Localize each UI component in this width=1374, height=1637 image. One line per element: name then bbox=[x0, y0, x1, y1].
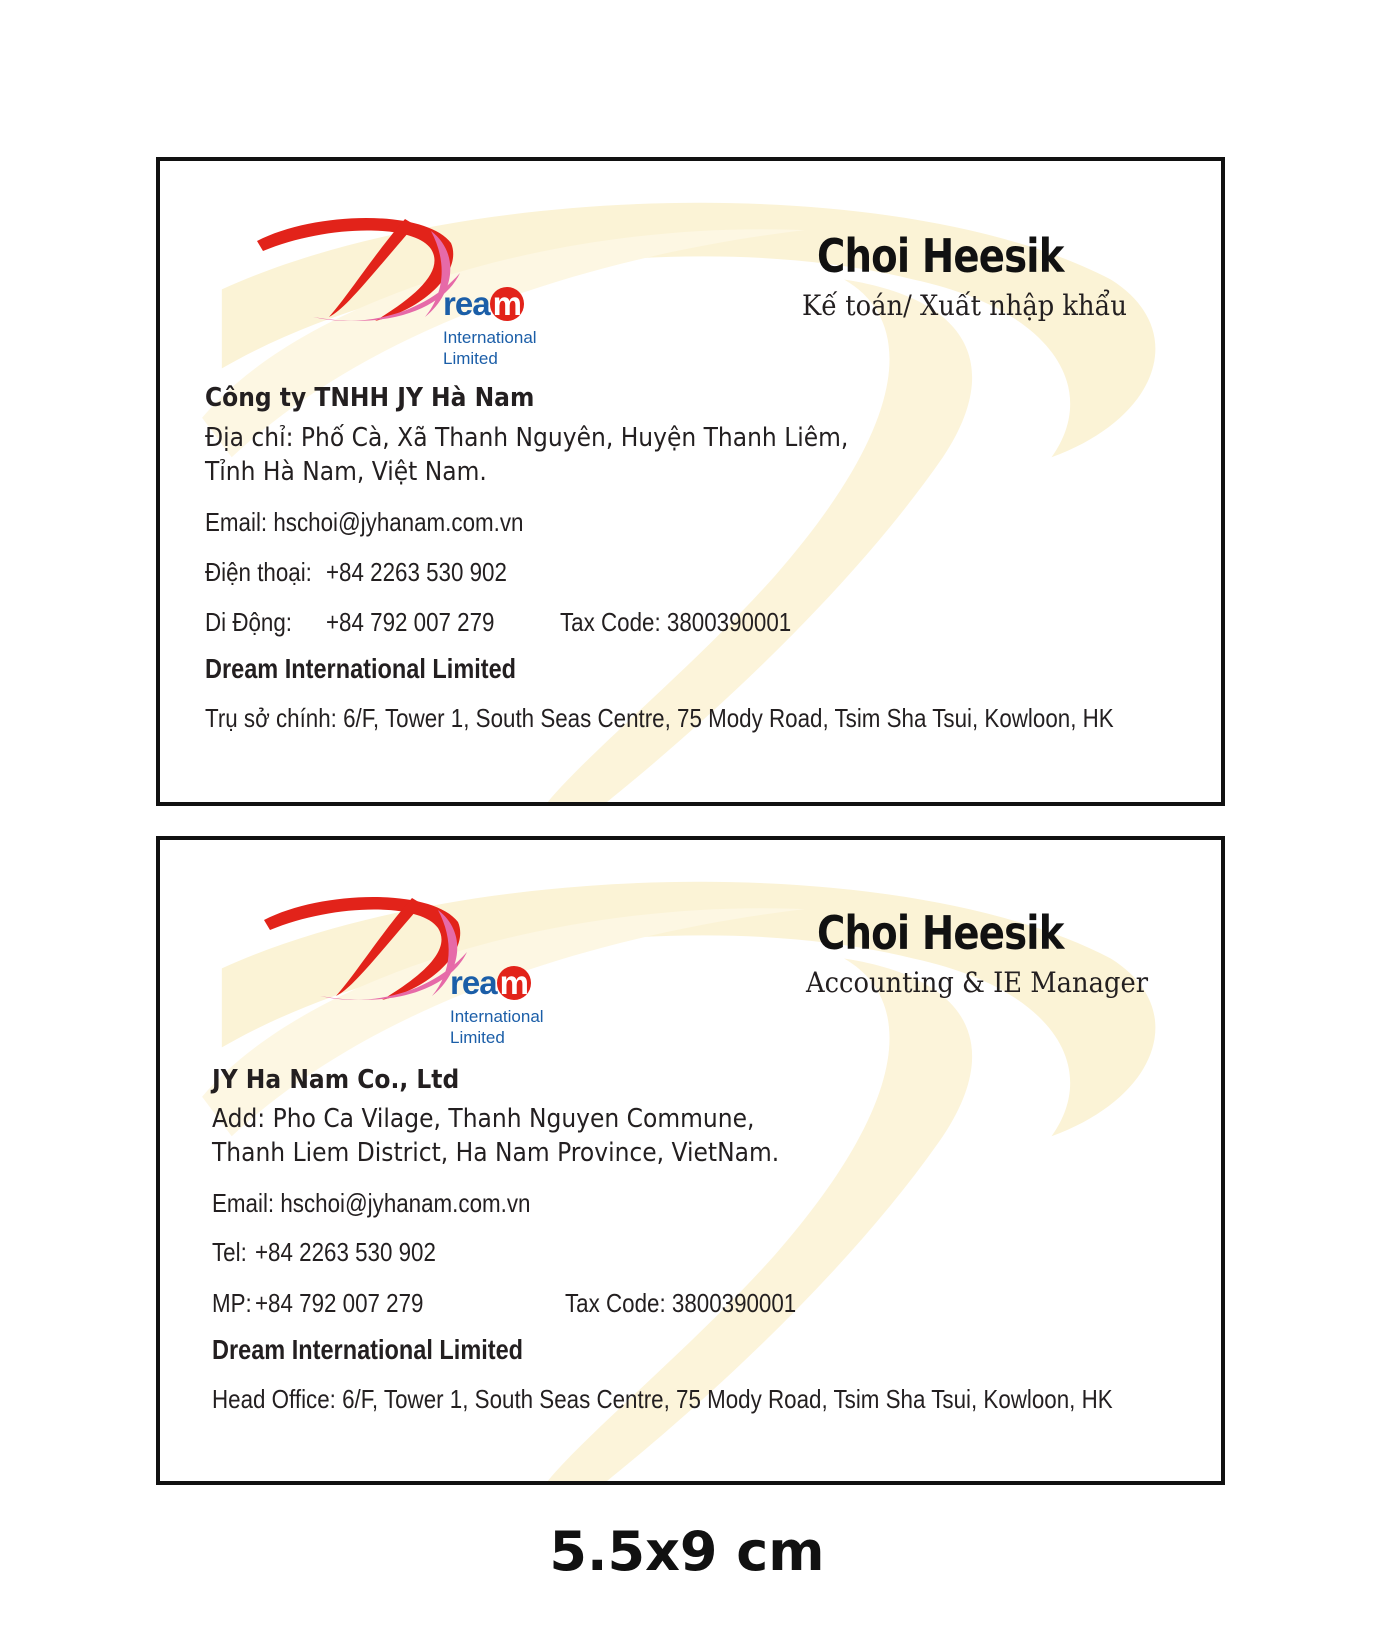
logo-wordmark: ream bbox=[450, 964, 531, 1002]
address-line-2: Tỉnh Hà Nam, Việt Nam. bbox=[205, 457, 487, 487]
dream-d-swoosh-icon bbox=[262, 892, 472, 1012]
dream-logo bbox=[262, 892, 572, 1052]
person-name: Choi Heesik bbox=[817, 229, 1064, 283]
mobile-label: Di Động: bbox=[205, 607, 292, 637]
business-card-english bbox=[156, 836, 1225, 1485]
company-name: JY Ha Nam Co., Ltd bbox=[212, 1065, 460, 1095]
job-title: Accounting & IE Manager bbox=[806, 966, 1149, 999]
mobile-label: MP: bbox=[212, 1288, 252, 1318]
logo-subtitle-limited: Limited bbox=[443, 349, 498, 368]
business-card-vietnamese bbox=[156, 157, 1225, 806]
person-name: Choi Heesik bbox=[817, 906, 1064, 960]
email: Email: hschoi@jyhanam.com.vn bbox=[205, 507, 524, 537]
head-office-address: Trụ sở chính: 6/F, Tower 1, South Seas Centre, 75 Mody Road, Tsim Sha Tsui, Kowloon, HK bbox=[205, 703, 1114, 733]
logo-subtitle-international: International bbox=[443, 328, 537, 347]
address-line-1: Địa chỉ: Phố Cà, Xã Thanh Nguyên, Huyện Thanh Liêm, bbox=[205, 423, 849, 453]
address-line-2: Thanh Liem District, Ha Nam Province, VietNam. bbox=[212, 1138, 780, 1168]
logo-wordmark: ream bbox=[443, 285, 524, 323]
card-size-label: 5.5x9 cm bbox=[549, 1520, 825, 1583]
mobile-number: +84 792 007 279 bbox=[255, 1288, 424, 1318]
email: Email: hschoi@jyhanam.com.vn bbox=[212, 1188, 531, 1218]
logo-subtitle-limited: Limited bbox=[450, 1028, 505, 1047]
tax-code: Tax Code: 3800390001 bbox=[560, 607, 792, 637]
brand-name: Dream International Limited bbox=[212, 1334, 524, 1365]
dream-logo bbox=[255, 213, 565, 373]
head-office-address: Head Office: 6/F, Tower 1, South Seas Centre, 75 Mody Road, Tsim Sha Tsui, Kowloon, HK bbox=[212, 1384, 1113, 1414]
brand-name: Dream International Limited bbox=[205, 653, 517, 684]
phone-number: +84 2263 530 902 bbox=[255, 1237, 436, 1267]
job-title: Kế toán/ Xuất nhập khẩu bbox=[802, 289, 1128, 322]
logo-subtitle-international: International bbox=[450, 1007, 544, 1026]
tax-code: Tax Code: 3800390001 bbox=[565, 1288, 797, 1318]
phone-label: Tel: bbox=[212, 1237, 247, 1267]
phone-number: +84 2263 530 902 bbox=[326, 557, 507, 587]
phone-label: Điện thoại: bbox=[205, 557, 312, 587]
mobile-number: +84 792 007 279 bbox=[326, 607, 495, 637]
company-name: Công ty TNHH JY Hà Nam bbox=[205, 383, 535, 413]
dream-d-swoosh-icon bbox=[255, 213, 465, 333]
address-line-1: Add: Pho Ca Vilage, Thanh Nguyen Commune, bbox=[212, 1104, 755, 1134]
